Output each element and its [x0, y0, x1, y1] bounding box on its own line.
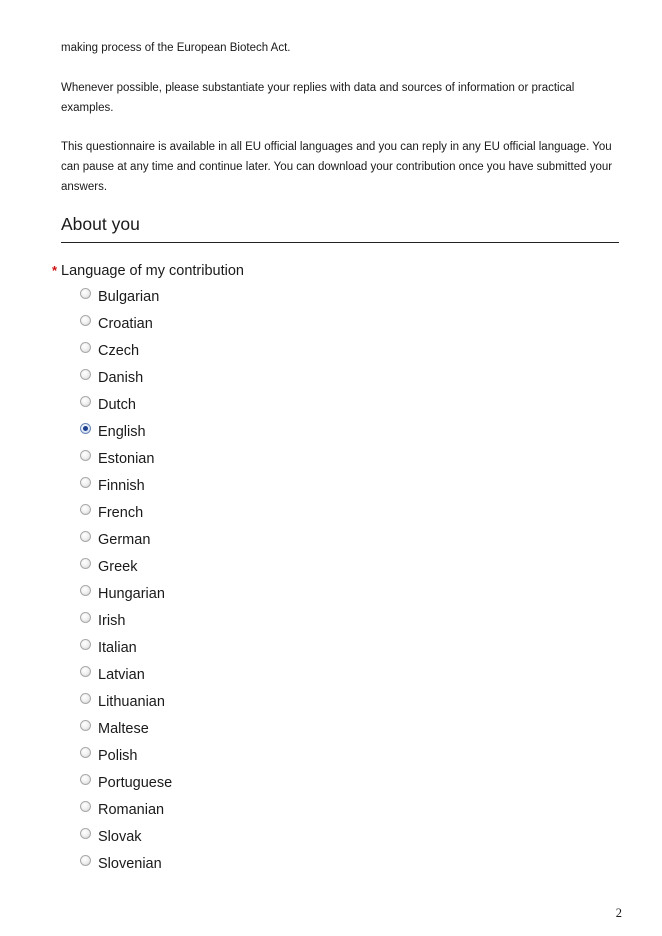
radio-button[interactable] — [80, 342, 91, 353]
language-radio-group — [79, 285, 172, 879]
language-option-greek[interactable] — [79, 555, 172, 582]
option-label: Portuguese — [98, 775, 173, 791]
radio-button[interactable] — [80, 477, 91, 488]
radio-button[interactable] — [80, 801, 91, 812]
option-label: Danish — [98, 370, 144, 386]
language-option-dutch[interactable] — [79, 393, 172, 420]
option-label: Greek — [98, 559, 138, 575]
option-label: Dutch — [98, 397, 136, 413]
radio-button[interactable] — [80, 558, 91, 569]
radio-button[interactable] — [80, 720, 91, 731]
radio-button[interactable] — [80, 774, 91, 785]
option-label: French — [98, 505, 144, 521]
option-label: Croatian — [98, 316, 153, 332]
section-divider — [61, 242, 619, 243]
language-option-irish[interactable] — [79, 609, 172, 636]
required-marker: * — [52, 263, 58, 278]
radio-button[interactable] — [80, 693, 91, 704]
option-label: Slovak — [98, 829, 142, 845]
radio-button[interactable] — [80, 315, 91, 326]
option-label: Italian — [98, 640, 137, 656]
section-title: About you — [61, 214, 140, 234]
language-option-romanian[interactable] — [79, 798, 172, 825]
option-label: Lithuanian — [98, 694, 165, 710]
radio-button[interactable] — [80, 450, 91, 461]
option-label: English — [98, 424, 146, 440]
language-option-slovenian[interactable] — [79, 852, 172, 879]
option-label: Finnish — [98, 478, 145, 494]
option-label: German — [98, 532, 151, 548]
radio-button[interactable] — [80, 855, 91, 866]
option-label: Polish — [98, 748, 138, 764]
option-label: Bulgarian — [98, 289, 160, 305]
radio-button[interactable] — [80, 369, 91, 380]
page-number: 2 — [615, 906, 622, 920]
option-label: Romanian — [98, 802, 165, 818]
radio-button[interactable] — [80, 531, 91, 542]
language-option-czech[interactable] — [79, 339, 172, 366]
radio-button[interactable] — [80, 612, 91, 623]
radio-button[interactable] — [80, 288, 91, 299]
radio-button[interactable] — [80, 828, 91, 839]
intro-paragraph: making process of the European Biotech Act. — [61, 42, 291, 54]
option-label: Latvian — [98, 667, 145, 683]
radio-button[interactable] — [80, 504, 91, 515]
language-option-finnish[interactable] — [79, 474, 172, 501]
language-option-danish[interactable] — [79, 366, 172, 393]
language-option-croatian[interactable] — [79, 312, 172, 339]
option-label: Hungarian — [98, 586, 165, 602]
question-label — [52, 261, 244, 281]
language-option-slovak[interactable] — [79, 825, 172, 852]
language-option-portuguese[interactable] — [79, 771, 172, 798]
language-option-estonian[interactable] — [79, 447, 172, 474]
question-text: Language of my contribution — [61, 263, 244, 279]
option-label: Czech — [98, 343, 140, 359]
option-label: Slovenian — [98, 856, 162, 872]
option-label: Estonian — [98, 451, 155, 467]
language-option-italian[interactable] — [79, 636, 172, 663]
radio-button[interactable] — [80, 396, 91, 407]
language-option-english[interactable] — [79, 420, 172, 447]
language-option-hungarian[interactable] — [79, 582, 172, 609]
radio-button[interactable] — [80, 747, 91, 758]
radio-button[interactable] — [80, 585, 91, 596]
language-option-polish[interactable] — [79, 744, 172, 771]
intro-paragraph: Whenever possible, please substantiate your replies with data and sources of information or practical examples. — [61, 82, 575, 114]
language-option-french[interactable] — [79, 501, 172, 528]
language-option-bulgarian[interactable] — [79, 285, 172, 312]
language-option-german[interactable] — [79, 528, 172, 555]
option-label: Irish — [98, 613, 126, 629]
option-label: Maltese — [98, 721, 149, 737]
language-option-latvian[interactable] — [79, 663, 172, 690]
language-option-maltese[interactable] — [79, 717, 172, 744]
language-option-lithuanian[interactable] — [79, 690, 172, 717]
radio-button[interactable] — [80, 666, 91, 677]
radio-button[interactable] — [80, 639, 91, 650]
intro-paragraph: This questionnaire is available in all EU official languages and you can reply in any EU official language. You can pause at any time and continue later. You can download your contribution once you have submitted your answers. — [61, 141, 613, 193]
radio-button[interactable] — [80, 423, 91, 434]
